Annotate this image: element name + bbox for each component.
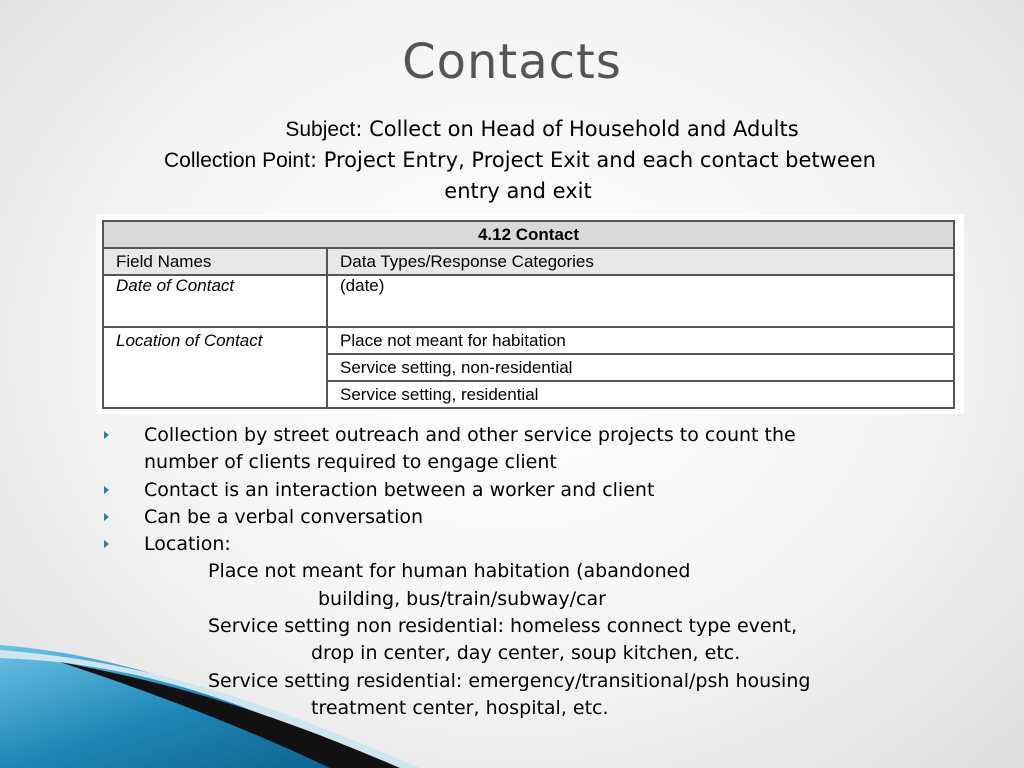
bullet-text: Can be a verbal conversation bbox=[144, 505, 424, 528]
field-location-of-contact: Location of Contact bbox=[103, 327, 327, 408]
location-line: Service setting residential: emergency/transitional/psh housing bbox=[208, 669, 811, 692]
location-line: Service setting non residential: homeless connect type event, bbox=[208, 615, 798, 638]
location-option: Service setting, residential bbox=[327, 381, 954, 408]
subject-text: : Collect on Head of Household and Adults bbox=[355, 117, 799, 141]
collection-point-line bbox=[8, 145, 1024, 176]
bullet-arrow-icon bbox=[104, 486, 109, 494]
collection-point-label: Collection Point bbox=[164, 149, 310, 172]
bullet-text: Location: bbox=[144, 533, 231, 556]
bullet-arrow-icon bbox=[104, 540, 109, 548]
subject-line bbox=[30, 114, 1024, 145]
location-option: Service setting, non-residential bbox=[327, 354, 954, 381]
bullet-text: Contact is an interaction between a worker and client bbox=[144, 478, 655, 501]
contact-table bbox=[102, 220, 955, 409]
location-line: building, bus/train/subway/car bbox=[318, 587, 606, 610]
header-data-types: Data Types/Response Categories bbox=[327, 248, 954, 275]
bullet-arrow-icon bbox=[104, 431, 109, 439]
collection-point-text: : Project Entry, Project Exit and each contact between bbox=[309, 148, 876, 172]
bullet-arrow-icon bbox=[104, 513, 109, 521]
field-date-of-contact: Date of Contact bbox=[103, 275, 327, 327]
bullet-text: Collection by street outreach and other service projects to count the bbox=[144, 424, 796, 446]
table-caption: 4.12 Contact bbox=[103, 221, 954, 248]
header-field-names: Field Names bbox=[103, 248, 327, 275]
type-date: (date) bbox=[327, 275, 954, 327]
bullet-text-cont: number of clients required to engage client bbox=[144, 451, 557, 474]
location-line: drop in center, day center, soup kitchen, etc. bbox=[311, 642, 741, 665]
bullet-item bbox=[104, 504, 984, 531]
location-option: Place not meant for habitation bbox=[327, 327, 954, 354]
decorative-swoosh bbox=[0, 600, 1024, 768]
contact-table-image bbox=[96, 214, 964, 414]
location-line: treatment center, hospital, etc. bbox=[311, 696, 609, 719]
bullet-item bbox=[104, 422, 984, 477]
location-line: Place not meant for human habitation (abandoned bbox=[208, 560, 691, 583]
bullet-item bbox=[104, 531, 984, 558]
subject-label: Subject bbox=[285, 118, 356, 141]
collection-point-line-2: entry and exit bbox=[444, 179, 592, 203]
bullet-item bbox=[104, 477, 984, 504]
slide-title: Contacts bbox=[402, 34, 622, 90]
